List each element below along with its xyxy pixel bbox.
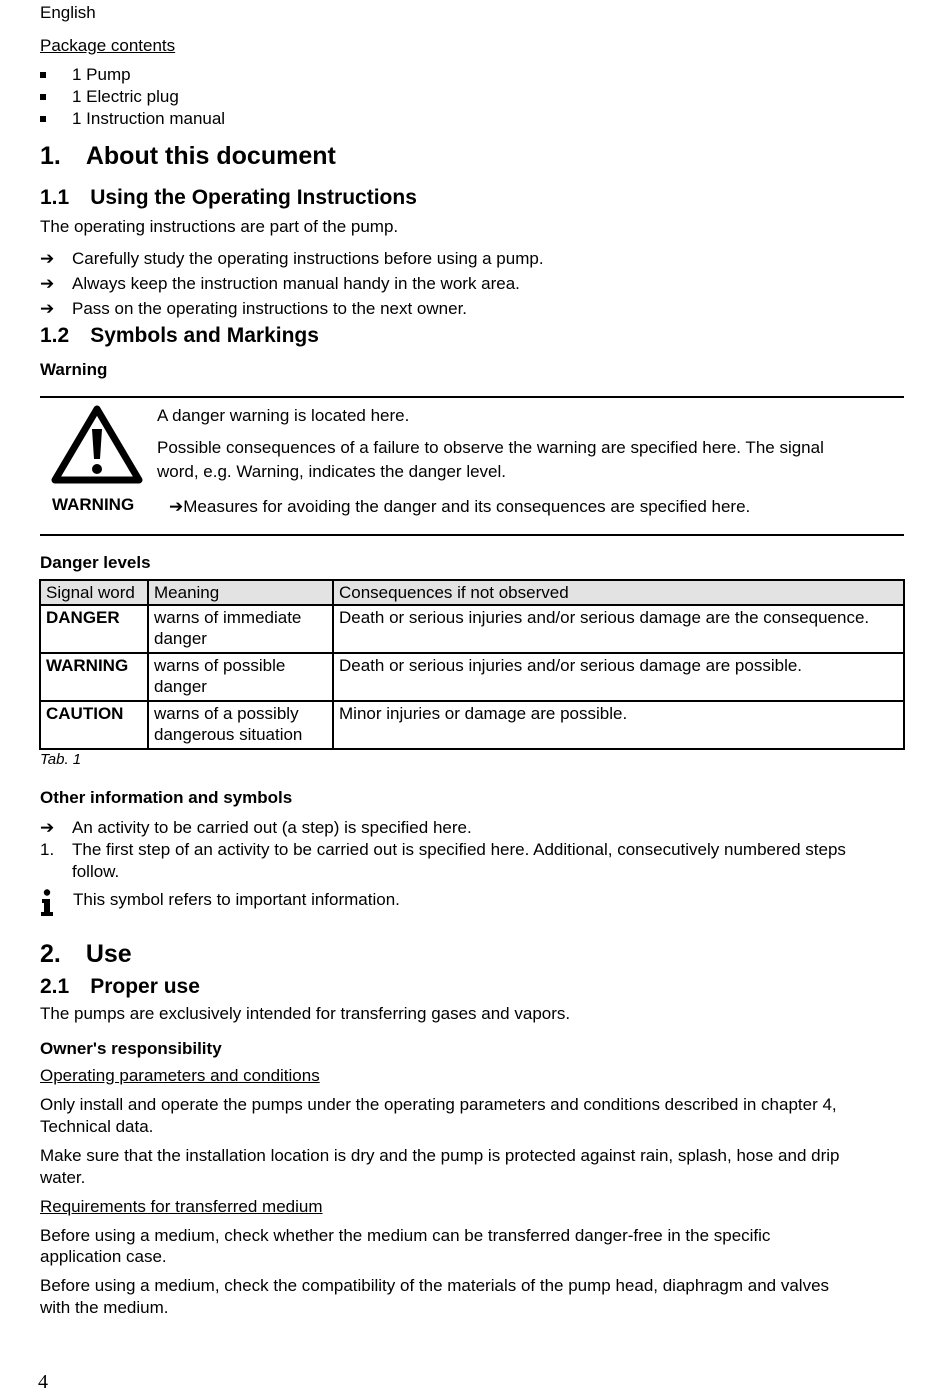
danger-levels-table [39,579,905,750]
divider [40,534,904,536]
other-info-heading: Other information and symbols [40,788,293,807]
paragraph-line: Before using a medium, check whether the medium can be transferred danger-free in the specific [40,1226,771,1245]
table-header-row [40,580,904,605]
warning-consequence-line: word, e.g. Warning, indicates the danger level. [157,462,507,481]
section-2-title: 2. Use [40,940,132,968]
paragraph: The pumps are exclusively intended for transferring gases and vapors. [40,1004,571,1023]
step-number: 1. [40,840,55,859]
paragraph-line: Technical data. [40,1117,154,1136]
signal-word-cell: WARNING [40,653,148,701]
paragraph-line: Before using a medium, check the compatibility of the materials of the pump head, diaphragm and valves [40,1276,830,1295]
section-1-2-title: 1.2 Symbols and Markings [40,324,319,347]
package-contents-heading: Package contents [40,36,176,55]
meaning-cell: warns of a possibly dangerous situation [148,701,333,749]
table-header-cell: Signal word [40,580,148,605]
table-caption: Tab. 1 [40,751,82,768]
info-text: This symbol refers to important information. [73,890,400,909]
meaning-cell: warns of possible danger [148,653,333,701]
warning-consequence-line: Possible consequences of a failure to observe the warning are specified here. The signal [157,438,824,457]
table-row [40,701,904,749]
section-2-1-title: 2.1 Proper use [40,975,200,998]
arrow-right-icon: ➔ [169,497,184,516]
divider [40,396,904,398]
paragraph-line: with the medium. [40,1298,169,1317]
meaning-cell: warns of immediate danger [148,605,333,653]
table-row [40,605,904,653]
warning-measure: ➔Measures for avoiding the danger and its consequences are specified here. [169,497,751,516]
page-number: 4 [38,1371,48,1393]
consequence-cell: Death or serious injuries and/or serious damage are possible. [333,653,904,701]
numbered-step-continuation: follow. [72,862,120,881]
owner-responsibility-heading: Owner's responsibility [40,1039,222,1058]
paragraph-line: Make sure that the installation location is dry and the pump is protected against rain, splash, hose and drip [40,1146,840,1165]
language-label: English [40,3,96,22]
info-icon [39,889,55,917]
danger-levels-heading: Danger levels [40,553,151,572]
paragraph-line: water. [40,1168,86,1187]
arrow-right-icon: ➔ [40,818,55,837]
transferred-medium-heading: Requirements for transferred medium [40,1197,323,1216]
warning-triangle-icon [50,403,144,485]
signal-word-cell: CAUTION [40,701,148,749]
consequence-cell: Minor injuries or damage are possible. [333,701,904,749]
square-bullet-icon [40,72,46,78]
square-bullet-icon [40,94,46,100]
arrow-right-icon: ➔ [40,249,55,268]
section-1-title: 1. About this document [40,142,336,170]
table-row [40,653,904,701]
warning-signal-word: WARNING [52,495,135,514]
table-header-cell: Meaning [148,580,333,605]
arrow-right-icon: ➔ [40,299,55,318]
section-1-1-title: 1.1 Using the Operating Instructions [40,186,417,209]
consequence-cell: Death or serious injuries and/or serious damage are the consequence. [333,605,904,653]
warning-text: A danger warning is located here. [157,406,410,425]
paragraph: The operating instructions are part of the pump. [40,217,399,236]
square-bullet-icon [40,116,46,122]
paragraph-line: application case. [40,1247,167,1266]
signal-word-cell: DANGER [40,605,148,653]
arrow-right-icon: ➔ [40,274,55,293]
table-header-cell: Consequences if not observed [333,580,904,605]
paragraph-line: Only install and operate the pumps under the operating parameters and conditions described in chapter 4, [40,1095,837,1114]
warning-heading: Warning [40,360,108,379]
operating-parameters-heading: Operating parameters and conditions [40,1066,320,1085]
